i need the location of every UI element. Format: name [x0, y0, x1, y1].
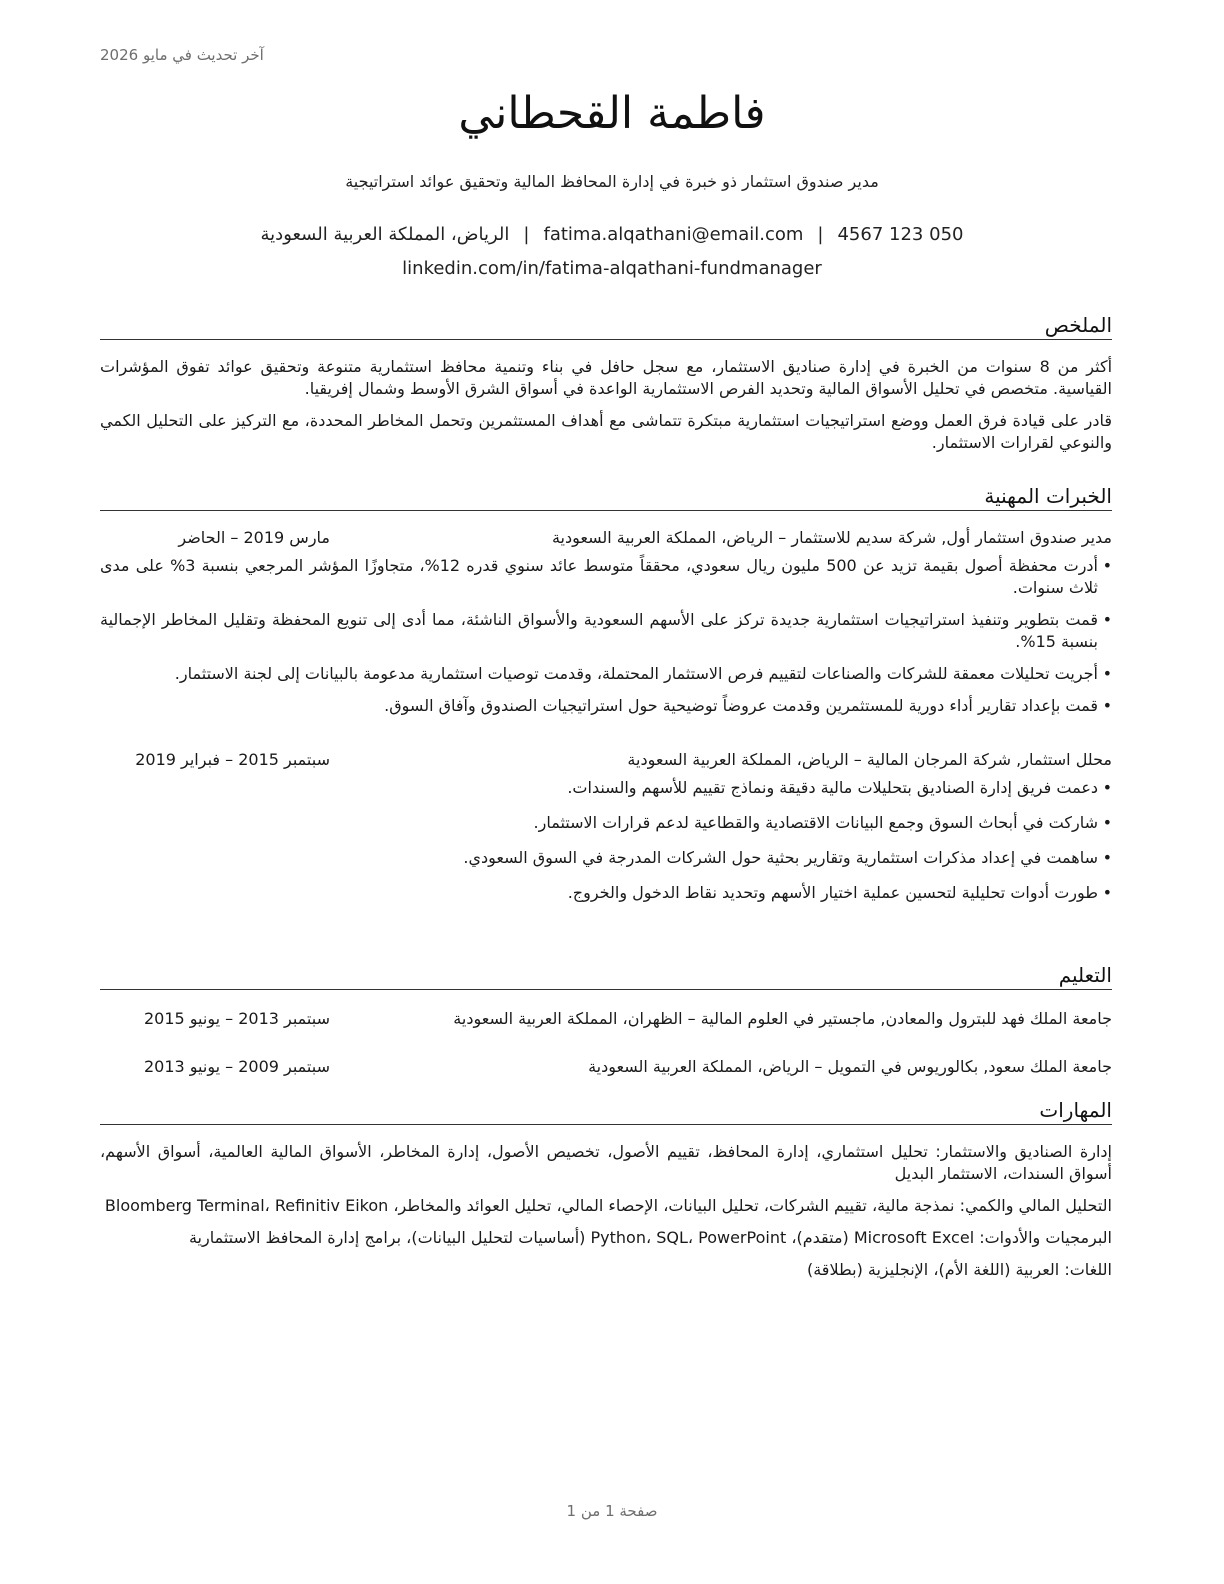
education-dates: سبتمبر 2013 – يونيو 2015 [143, 1009, 330, 1028]
section-title-skills: المهارات [100, 1098, 1112, 1125]
skill-line: التحليل المالي والكمي: نمذجة مالية، تقييم الشركات، تحليل البيانات، الإحصاء المالي، تحليل العوائد والمخاطر، Bloomberg Terminal، Refinitiv Eikon [104, 1196, 1112, 1215]
skill-line: البرمجيات والأدوات: Microsoft Excel (متقدم)، Python، SQL، PowerPoint (أساسيات لتحليل البيانات)، برامج إدارة المحافظ الاستثمارية [188, 1228, 1112, 1247]
skill-line: اللغات: العربية (اللغة الأم)، الإنجليزية (بطلاقة) [806, 1260, 1112, 1279]
page-number: صفحة 1 من 1 [566, 1502, 658, 1520]
list-item: • أدرت محفظة أصول بقيمة تزيد عن 500 مليون ريال سعودي، محققاً متوسط عائد سنوي قدره 12%، متجاوزًا المؤشر المرجعي بنسبة 3% على مدى ثلاث سنوات. [100, 555, 1112, 599]
job-header [100, 527, 1112, 549]
list-item: • شاركت في أبحاث السوق وجمع البيانات الاقتصادية والقطاعية لدعم قرارات الاستثمار. [100, 812, 1112, 834]
job-bullets [100, 777, 1112, 904]
list-item: • طورت أدوات تحليلية لتحسين عملية اختيار الأسهم وتحديد نقاط الدخول والخروج. [100, 882, 1112, 904]
list-item: • دعمت فريق إدارة الصناديق بتحليلات مالية دقيقة ونماذج تقييم للأسهم والسندات. [100, 777, 1112, 799]
phone-number: 050 123 4567 [837, 224, 964, 245]
section-title-experience: الخبرات المهنية [100, 484, 1112, 511]
job-title: محلل استثمار, شركة المرجان المالية – الرياض، المملكة العربية السعودية [627, 750, 1112, 769]
list-item: • ساهمت في إعداد مذكرات استثمارية وتقارير بحثية حول الشركات المدرجة في السوق السعودي. [100, 847, 1112, 869]
list-item: • قمت بتطوير وتنفيذ استراتيجيات استثمارية جديدة تركز على الأسهم السعودية والأسواق الناشئة، مما أدى إلى تنويع المحفظة وتقليل المخاطر الإجمالية بنسبة 15%. [100, 609, 1112, 653]
section-title-summary: الملخص [100, 313, 1112, 340]
last-updated: آخر تحديث في مايو 2026 [100, 46, 264, 64]
section-title-education: التعليم [100, 963, 1112, 990]
experience-section [100, 484, 1112, 904]
education-entry [100, 1056, 1112, 1078]
job-entry [100, 527, 1112, 717]
contact-line [0, 224, 1224, 245]
job-header [100, 749, 1112, 771]
candidate-name: فاطمة القحطاني [458, 88, 766, 139]
job-dates: سبتمبر 2015 – فبراير 2019 [135, 750, 330, 769]
job-title: مدير صندوق استثمار أول, شركة سديم للاستثمار – الرياض، المملكة العربية السعودية [551, 528, 1112, 547]
job-bullets [100, 555, 1112, 717]
job-entry [100, 749, 1112, 904]
education-dates: سبتمبر 2009 – يونيو 2013 [143, 1057, 330, 1076]
summary-paragraph: أكثر من 8 سنوات من الخبرة في إدارة صناديق الاستثمار، مع سجل حافل في بناء وتنمية محافظ استثمارية متنوعة وتحقيق عوائد تفوق المؤشرات القياسية. متخصص في تحليل الأسواق المالية وتحديد الفرص الاستثمارية الواعدة في أسواق الشرق الأوسط وشمال إفريقيا. [100, 357, 1113, 398]
contact-separator: | [817, 224, 824, 245]
email-link[interactable]: fatima.alqathani@email.com [543, 224, 804, 245]
list-item: • قمت بإعداد تقارير أداء دورية للمستثمرين وقدمت عروضاً توضيحية حول استراتيجيات الصندوق وآفاق السوق. [100, 695, 1112, 717]
skill-line: إدارة الصناديق والاستثمار: تحليل استثماري، إدارة المحافظ، تقييم الأصول، تخصيص الأصول، إدارة المخاطر، الأسواق المالية العالمية، أسواق الأسهم، أسواق السندات، الاستثمار البديل [100, 1142, 1112, 1183]
education-section [100, 963, 1112, 1078]
list-item: • أجريت تحليلات معمقة للشركات والصناعات لتقييم فرص الاستثمار المحتملة، وقدمت توصيات استثمارية مدعومة بالبيانات إلى لجنة الاستثمار. [100, 663, 1112, 685]
summary-section [100, 313, 1112, 454]
education-heading: جامعة الملك فهد للبترول والمعادن, ماجستير في العلوم المالية – الظهران، المملكة العربية السعودية [453, 1009, 1112, 1028]
job-dates: مارس 2019 – الحاضر [178, 528, 330, 547]
contact-separator: | [523, 224, 530, 245]
education-entry [100, 1008, 1112, 1030]
location: الرياض، المملكة العربية السعودية [260, 224, 510, 245]
linkedin-link[interactable]: linkedin.com/in/fatima-alqathani-fundmanager [402, 258, 822, 279]
tagline: مدير صندوق استثمار ذو خبرة في إدارة المحافظ المالية وتحقيق عوائد استراتيجية [345, 172, 879, 191]
skills-section [100, 1098, 1112, 1281]
summary-paragraph: قادر على قيادة فرق العمل ووضع استراتيجيات استثمارية مبتكرة تتماشى مع أهداف المستثمرين وتحمل المخاطر المحددة، مع التركيز على التحليل الكمي والنوعي لقرارات الاستثمار. [100, 411, 1112, 452]
education-heading: جامعة الملك سعود, بكالوريوس في التمويل – الرياض، المملكة العربية السعودية [588, 1057, 1112, 1076]
